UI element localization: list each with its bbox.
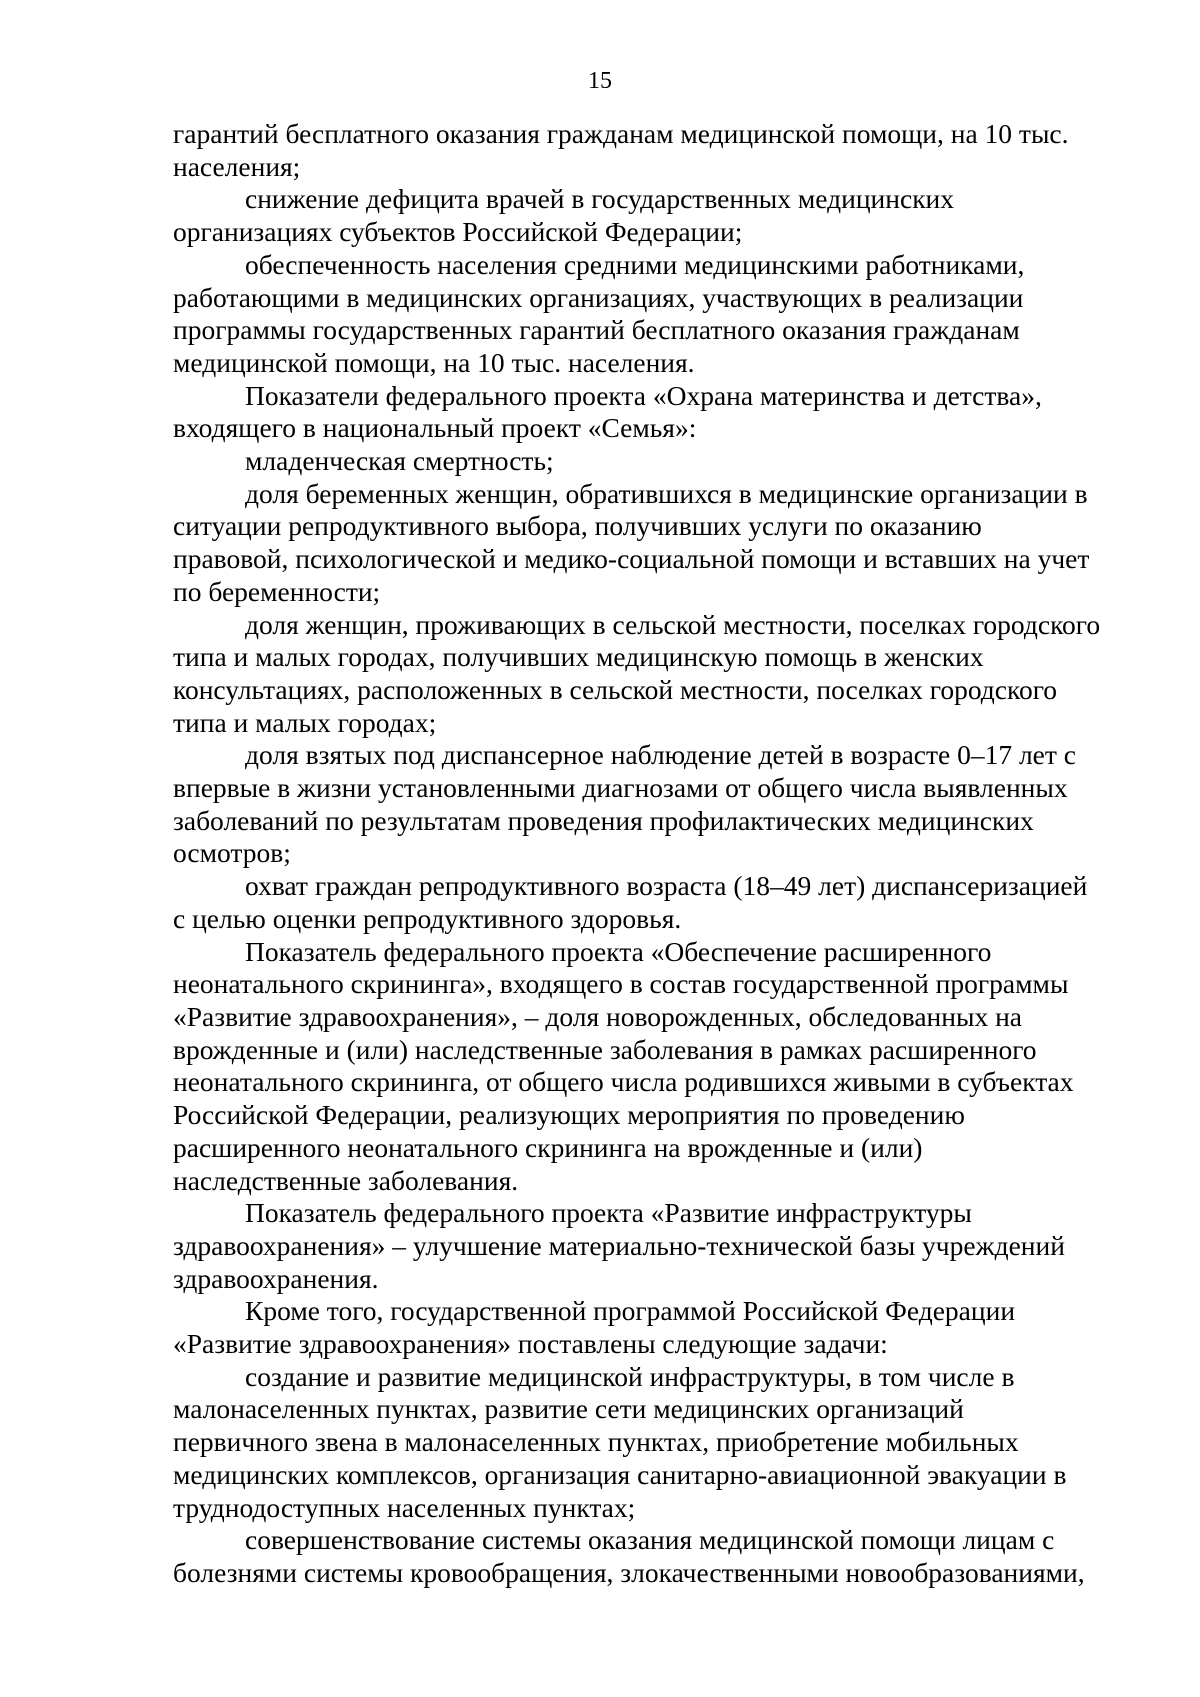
paragraph: охват граждан репродуктивного возраста (18–49 лет) диспансеризацией с целью оценки репродуктивного здоровья. (173, 870, 1088, 934)
paragraph-continuation: гарантий бесплатного оказания гражданам медицинской помощи, на 10 тыс. населения; (173, 118, 1069, 182)
paragraph: доля беременных женщин, обратившихся в медицинские организации в ситуации репродуктивного выбора, получивших услуги по оказанию правовой, психологической и медико-социальной помощи и вставших на учет по беременности; (173, 477, 1090, 607)
paragraph: Показатели федерального проекта «Охрана материнства и детства», входящего в национальный проект «Семья»: (173, 379, 1042, 444)
paragraph: младенческая смертность; (245, 445, 554, 477)
page-number: 15 (588, 68, 612, 94)
paragraph: снижение дефицита врачей в государственных медицинских организациях субъектов Российской Федерации; (173, 183, 955, 248)
paragraph: Кроме того, государственной программой Российской Федерации «Развитие здравоохранения» поставлены следующие задачи: (173, 1295, 1016, 1360)
paragraph: Показатель федерального проекта «Развитие инфраструктуры здравоохранения» – улучшение материально-технической базы учреждений здравоохранения. (173, 1197, 1065, 1294)
paragraph: обеспеченность населения средними медицинскими работниками, работающими в медицинских организациях, участвующих в реализации программы государственных гарантий бесплатного оказания гражданам медицинской помощи, на 10 тыс. населения. (173, 248, 1025, 378)
paragraph: совершенствование системы оказания медицинской помощи лицам с болезнями системы кровообращения, злокачественными новообразованиями, (173, 1524, 1085, 1588)
paragraph: доля женщин, проживающих в сельской местности, поселках городского типа и малых городах, получивших медицинскую помощь в женских консультациях, расположенных в сельской местности, поселках городского типа и малых городах; (173, 608, 1101, 738)
document-body (173, 118, 1135, 1590)
paragraph: доля взятых под диспансерное наблюдение детей в возрасте 0–17 лет с впервые в жизни установленными диагнозами от общего числа выявленных заболеваний по результатам проведения профилактических медицинских осмотров; (173, 739, 1076, 869)
paragraph: создание и развитие медицинской инфраструктуры, в том числе в малонаселенных пунктах, развитие сети медицинских организаций первичного звена в малонаселенных пунктах, приобретение мобильных медицинских комплексов, организация санитарно-авиационной эвакуации в труднодоступных населенных пунктах; (173, 1360, 1067, 1523)
paragraph: Показатель федерального проекта «Обеспечение расширенного неонатального скрининга», входящего в состав государственной программы «Развитие здравоохранения», – доля новорожденных, обследованных на врожденные и (или) наследственные заболевания в рамках расширенного неонатального скрининга, от общего числа родившихся живыми в субъектах Российской Федерации, реализующих мероприятия по проведению расширенного неонатального скрининга на врожденные и (или) наследственные заболевания. (173, 935, 1074, 1196)
